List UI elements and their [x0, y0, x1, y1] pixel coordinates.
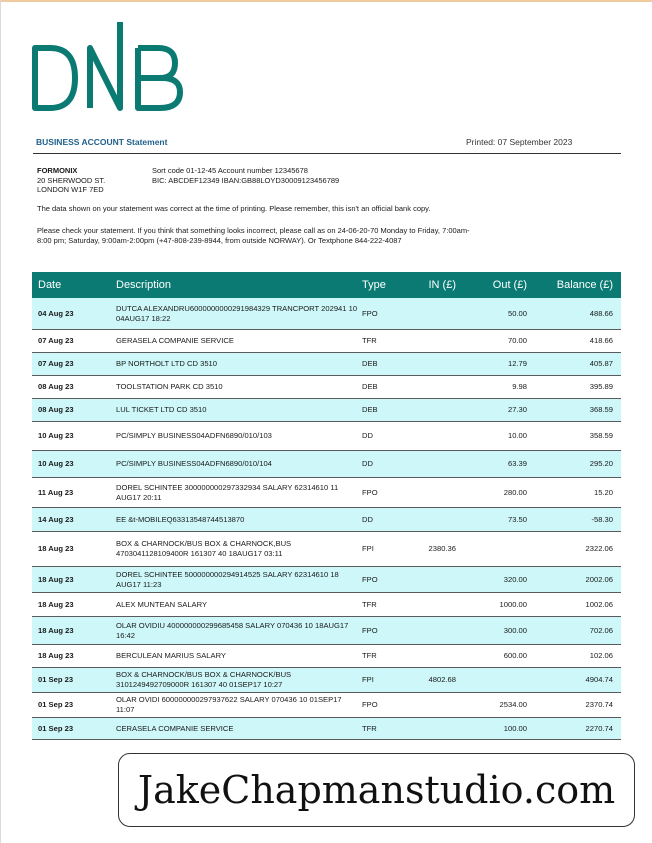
cell-type: FPI: [362, 675, 374, 684]
table-row: [32, 478, 621, 508]
contact-note: Please check your statement. If you think that something looks incorrect, please call as on 24-06-20-70 Monday to Friday, 7:00am-8:00 pm; Saturday, 9:00am-2:00pm (+47-808-239-8944, from outside NORWAY). Or Textphone 844-222-4087: [37, 226, 470, 245]
left-edge: [0, 0, 1, 843]
table-row: [32, 508, 621, 532]
customer-name: FORMONIX: [37, 166, 78, 175]
table-body: [32, 298, 621, 740]
cell-description: CERASELA COMPANIE SERVICE: [116, 724, 234, 733]
table-row: [32, 451, 621, 478]
cell-description: PC/SIMPLY BUSINESS04ADFN6890/010/104: [116, 459, 272, 468]
cell-date: 18 Aug 23: [38, 626, 74, 635]
top-edge: [0, 0, 652, 2]
cell-type: DD: [362, 431, 373, 440]
table-row: [32, 718, 621, 740]
table-row: [32, 376, 621, 399]
cell-balance: 2322.06: [585, 544, 613, 553]
cell-in: 2380.36: [428, 544, 456, 553]
table-row: [32, 330, 621, 353]
cell-balance: 4904.74: [585, 675, 613, 684]
cell-balance: 702.06: [589, 626, 613, 635]
cell-date: 08 Aug 23: [38, 382, 74, 391]
cell-date: 07 Aug 23: [38, 336, 74, 345]
cell-description: DUTCA ALEXANDRU6000000000291984329 TRANCPORT 202941 10 04AUG17 18:22: [116, 304, 358, 323]
table-row: [32, 593, 621, 617]
dnb-logo: [30, 20, 190, 130]
cell-description: LUL TICKET LTD CD 3510: [116, 405, 207, 414]
cell-balance: 418.66: [589, 336, 613, 345]
watermark: JakeChapmanstudio.com: [118, 753, 635, 827]
cell-out: 50.00: [507, 309, 527, 318]
cell-out: 1000.00: [499, 600, 527, 609]
col-out: Out (£): [492, 279, 527, 291]
customer-address: [37, 166, 105, 195]
cell-date: 11 Aug 23: [38, 488, 74, 497]
table-row: [32, 668, 621, 693]
cell-type: TFR: [362, 724, 377, 733]
cell-description: DOREL SCHINTEE 300000000297332934 SALARY 62314610 11 AUG17 20:11: [116, 483, 339, 502]
cell-out: 10.00: [507, 431, 527, 440]
printed-date: Printed: 07 September 2023: [466, 137, 573, 147]
accuracy-note: The data shown on your statement was correct at the time of printing. Please remember, this isn't an official bank copy.: [37, 204, 431, 213]
table-row: [32, 567, 621, 593]
cell-out: 2534.00: [499, 700, 527, 709]
col-description: Description: [116, 279, 172, 291]
table-row: [32, 532, 621, 567]
cell-in: 4802.68: [428, 675, 456, 684]
cell-date: 18 Aug 23: [38, 600, 74, 609]
cell-description: TOOLSTATION PARK CD 3510: [116, 382, 223, 391]
cell-balance: 2270.74: [585, 724, 613, 733]
cell-date: 10 Aug 23: [38, 431, 74, 440]
cell-date: 01 Sep 23: [38, 724, 74, 733]
cell-type: FPO: [362, 309, 378, 318]
cell-balance: 358.59: [589, 431, 613, 440]
col-type: Type: [362, 279, 386, 291]
cell-balance: 295.20: [589, 459, 613, 468]
cell-out: 63.39: [507, 459, 527, 468]
cell-balance: 1002.06: [585, 600, 613, 609]
cell-balance: -58.30: [591, 515, 613, 524]
table-row: [32, 617, 621, 645]
cell-out: 70.00: [507, 336, 527, 345]
cell-out: 73.50: [507, 515, 527, 524]
cell-out: 320.00: [503, 575, 527, 584]
cell-out: 100.00: [503, 724, 527, 733]
col-in: IN (£): [428, 279, 456, 291]
cell-description: BP NORTHOLT LTD CD 3510: [116, 359, 218, 368]
cell-balance: 488.66: [589, 309, 613, 318]
cell-out: 300.00: [503, 626, 527, 635]
cell-out: 27.30: [507, 405, 527, 414]
header-divider: [33, 153, 621, 154]
cell-date: 10 Aug 23: [38, 459, 74, 468]
sort-code-line: Sort code 01-12-45 Account number 12345678: [152, 166, 308, 175]
cell-type: TFR: [362, 651, 377, 660]
cell-balance: 102.06: [589, 651, 613, 660]
cell-description: OLAR OVIDIU 400000000299685458 SALARY 070436 10 18AUG17 16:42: [116, 621, 349, 640]
cell-type: DD: [362, 515, 373, 524]
cell-balance: 405.87: [589, 359, 613, 368]
cell-type: DEB: [362, 382, 378, 391]
table-row: [32, 399, 621, 422]
cell-date: 01 Sep 23: [38, 675, 74, 684]
cell-type: DEB: [362, 359, 378, 368]
table-row: [32, 353, 621, 376]
statement-title: BUSINESS ACCOUNT Statement: [36, 137, 168, 147]
cell-description: EE &t-MOBILEQ63313548744513870: [116, 515, 245, 524]
cell-date: 18 Aug 23: [38, 575, 74, 584]
cell-description: PC/SIMPLY BUSINESS04ADFN6890/010/103: [116, 431, 272, 440]
cell-balance: 15.20: [593, 488, 613, 497]
cell-out: 12.79: [507, 359, 527, 368]
table-row: [32, 422, 621, 451]
cell-date: 01 Sep 23: [38, 700, 74, 709]
cell-out: 600.00: [503, 651, 527, 660]
table-header: [32, 272, 621, 298]
cell-date: 14 Aug 23: [38, 515, 74, 524]
cell-date: 18 Aug 23: [38, 651, 74, 660]
cell-description: DOREL SCHINTEE 500000000294914525 SALARY 62314610 18 AUG17 11:23: [116, 570, 339, 589]
cell-type: FPO: [362, 575, 378, 584]
table-row: [32, 298, 621, 330]
address-line-2: LONDON W1F 7ED: [37, 185, 104, 194]
cell-description: BOX & CHARNOCK/BUS BOX & CHARNOCK/BUS 3101249492709000R 161307 40 01SEP17 10:27: [116, 670, 292, 689]
cell-type: FPI: [362, 544, 374, 553]
cell-type: DD: [362, 459, 373, 468]
cell-out: 280.00: [503, 488, 527, 497]
cell-type: FPO: [362, 488, 378, 497]
table-row: [32, 693, 621, 718]
transactions-table: [32, 272, 621, 740]
cell-date: 18 Aug 23: [38, 544, 74, 553]
cell-type: FPO: [362, 700, 378, 709]
cell-description: ALEX MUNTEAN SALARY: [116, 600, 208, 609]
cell-description: OLAR OVIDI 600000000297937622 SALARY 070436 10 01SEP17 11:07: [116, 695, 342, 714]
cell-balance: 2002.06: [585, 575, 613, 584]
cell-description: BERCULEAN MARIUS SALARY: [116, 651, 227, 660]
cell-balance: 368.59: [589, 405, 613, 414]
cell-type: TFR: [362, 600, 377, 609]
cell-date: 08 Aug 23: [38, 405, 74, 414]
account-codes: [152, 166, 339, 185]
cell-type: FPO: [362, 626, 378, 635]
cell-description: BOX & CHARNOCK/BUS BOX & CHARNOCK,BUS 4703041128109400R 161307 40 18AUG17 03:11: [116, 539, 292, 558]
cell-date: 04 Aug 23: [38, 309, 74, 318]
col-balance: Balance (£): [556, 279, 613, 291]
cell-date: 07 Aug 23: [38, 359, 74, 368]
table-row: [32, 645, 621, 668]
col-date: Date: [38, 279, 62, 291]
bic-iban-line: BIC: ABCDEF12349 IBAN:GB88LOYD30009123456789: [152, 175, 340, 185]
cell-type: DEB: [362, 405, 378, 414]
cell-balance: 2370.74: [585, 700, 613, 709]
cell-out: 9.98: [512, 382, 527, 391]
cell-balance: 395.89: [589, 382, 613, 391]
cell-type: TFR: [362, 336, 377, 345]
cell-description: GERASELA COMPANIE SERVICE: [116, 336, 234, 345]
address-line-1: 20 SHERWOOD ST.: [37, 175, 106, 185]
